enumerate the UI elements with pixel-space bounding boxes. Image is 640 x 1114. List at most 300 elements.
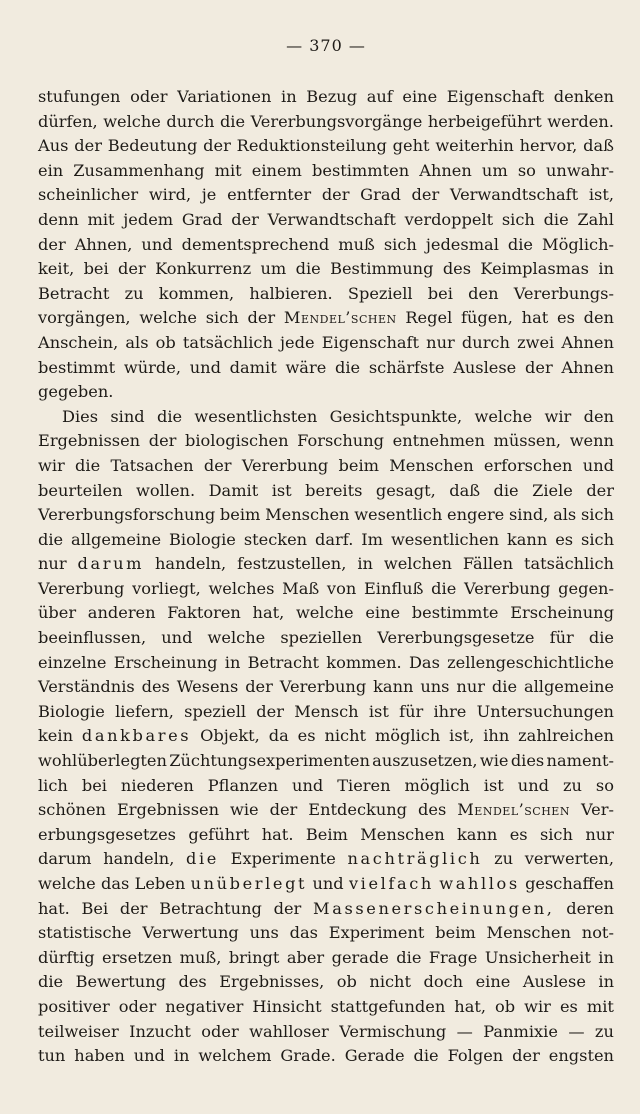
word: der bbox=[231, 209, 259, 229]
word: in bbox=[281, 87, 297, 106]
word: der bbox=[512, 1046, 540, 1066]
word: Gerade bbox=[344, 1046, 405, 1066]
text-line bbox=[38, 282, 614, 307]
word: beim bbox=[219, 505, 261, 525]
word: biologischen bbox=[185, 431, 289, 451]
word: um bbox=[260, 259, 287, 279]
text-line bbox=[38, 995, 614, 1020]
word: welche bbox=[139, 308, 198, 328]
word: die bbox=[493, 480, 519, 500]
word: Tieren bbox=[337, 775, 391, 795]
text-line bbox=[38, 356, 614, 381]
word: wie bbox=[479, 751, 509, 771]
word: dürfen, bbox=[38, 111, 98, 131]
word: welchen bbox=[383, 554, 452, 574]
word: ersetzen bbox=[101, 947, 173, 967]
word: Reduktionsteilung bbox=[236, 136, 387, 156]
word: Wesens bbox=[176, 677, 239, 697]
word: wohlüberlegten bbox=[38, 751, 167, 771]
word: wir bbox=[544, 406, 572, 426]
text-line bbox=[38, 405, 614, 430]
word: nachträglich bbox=[347, 849, 483, 869]
word: wie bbox=[230, 800, 259, 820]
word: die bbox=[38, 529, 64, 549]
word: handeln, bbox=[155, 554, 227, 574]
word: der bbox=[148, 431, 177, 451]
word: nur bbox=[38, 554, 67, 574]
word: Grad bbox=[181, 209, 223, 229]
word: der bbox=[256, 701, 284, 721]
word: unüberlegt bbox=[190, 874, 308, 893]
word: es bbox=[509, 824, 528, 844]
word: der bbox=[203, 136, 231, 156]
word: doch bbox=[423, 972, 464, 992]
text-line bbox=[38, 749, 614, 774]
word: in bbox=[598, 972, 614, 992]
word: Maß bbox=[282, 578, 320, 598]
word: und bbox=[189, 357, 221, 377]
text-line bbox=[38, 774, 614, 799]
word: not- bbox=[581, 923, 614, 943]
word: speziell bbox=[184, 701, 247, 721]
text-line bbox=[38, 183, 614, 208]
text-line bbox=[38, 970, 614, 995]
word: negativer bbox=[165, 996, 244, 1016]
word: Unsicherheit bbox=[484, 947, 591, 967]
word: hat, bbox=[252, 603, 285, 623]
word: der bbox=[38, 234, 66, 254]
text-line bbox=[38, 823, 614, 848]
text-line bbox=[38, 724, 614, 749]
word: sich bbox=[539, 824, 573, 844]
word: welche bbox=[295, 603, 354, 623]
word: Gesichtspunkte, bbox=[329, 406, 463, 426]
word: ist bbox=[271, 480, 292, 500]
word: engere bbox=[447, 505, 505, 525]
word: Beim bbox=[305, 824, 348, 844]
word: Verwandtschaft bbox=[267, 209, 396, 229]
word: durch bbox=[461, 332, 510, 352]
word: eine bbox=[365, 603, 401, 623]
word: Zusammenhang bbox=[73, 160, 205, 180]
word: engsten bbox=[548, 1046, 614, 1066]
word: Mendel’schen bbox=[283, 308, 397, 328]
word: die bbox=[431, 578, 457, 598]
word: Vererbungsgesetze bbox=[377, 628, 535, 648]
word: Forschung bbox=[297, 431, 385, 451]
word: mit bbox=[586, 996, 614, 1016]
word: das bbox=[100, 874, 130, 893]
word: die bbox=[335, 357, 361, 377]
word: die bbox=[413, 1046, 439, 1066]
word: einem bbox=[251, 160, 302, 180]
word: es bbox=[297, 726, 316, 746]
word: des bbox=[141, 677, 170, 697]
word: und bbox=[292, 775, 324, 795]
word: hat, bbox=[454, 996, 486, 1016]
word: möglich bbox=[374, 726, 441, 746]
word: dürftig bbox=[38, 947, 95, 967]
word: schönen bbox=[38, 800, 106, 820]
word: Ahnen bbox=[419, 160, 472, 180]
word: vorliegt, bbox=[132, 578, 201, 598]
word: hat bbox=[521, 308, 549, 328]
word: Verwertung bbox=[142, 923, 239, 943]
word: nicht bbox=[369, 972, 411, 992]
word: ob bbox=[155, 332, 176, 352]
text-line bbox=[38, 110, 614, 135]
word: so bbox=[595, 775, 614, 795]
word: zu bbox=[494, 849, 514, 869]
word: weiterhin bbox=[435, 136, 514, 156]
text-line bbox=[38, 528, 614, 553]
word: so bbox=[517, 160, 536, 180]
word: Im bbox=[361, 529, 384, 549]
word: welche bbox=[207, 628, 266, 648]
word: Vererbungsvorgänge bbox=[250, 111, 423, 131]
word: Vererbungs- bbox=[513, 283, 614, 303]
text-line bbox=[38, 380, 614, 405]
word: sind, bbox=[508, 505, 549, 525]
word: erbungsgesetzes bbox=[38, 824, 176, 844]
word: Leben bbox=[134, 874, 186, 893]
word: Entdeckung bbox=[308, 800, 408, 820]
word: gegeben. bbox=[38, 382, 114, 402]
word: dementsprechend bbox=[181, 234, 330, 254]
word: Bedeutung bbox=[107, 136, 198, 156]
word: die bbox=[38, 972, 64, 992]
word: zu bbox=[562, 775, 582, 795]
word: uns bbox=[249, 923, 279, 943]
word: Betracht bbox=[38, 283, 110, 303]
word: Experiment bbox=[328, 923, 425, 943]
word: gesagt, bbox=[375, 480, 436, 500]
word: ist bbox=[483, 775, 504, 795]
word: wahlloser bbox=[249, 1021, 329, 1041]
word: Betrachtung bbox=[159, 898, 262, 918]
word: der bbox=[525, 357, 553, 377]
word: — bbox=[456, 1021, 473, 1041]
word: die bbox=[186, 849, 219, 869]
word: in bbox=[357, 554, 373, 574]
word: stattgefunden bbox=[330, 996, 446, 1016]
word: entfernter bbox=[227, 185, 312, 205]
word: und bbox=[141, 234, 173, 254]
word: welche bbox=[474, 406, 533, 426]
text-line bbox=[38, 134, 614, 159]
word: Menschen bbox=[389, 455, 474, 475]
text-line bbox=[38, 651, 614, 676]
word: die bbox=[75, 455, 101, 475]
word: möglich bbox=[404, 775, 470, 795]
word: statistische bbox=[38, 923, 132, 943]
word: denn bbox=[38, 209, 79, 229]
word: welche bbox=[38, 874, 96, 893]
word: Vererbungsforschung bbox=[38, 505, 216, 525]
word: bestimmte bbox=[411, 603, 499, 623]
word: jedesmal bbox=[425, 234, 499, 254]
word: unwahr- bbox=[545, 160, 614, 180]
word: wollen. bbox=[136, 480, 196, 500]
word: nur bbox=[585, 824, 614, 844]
word: wenn bbox=[569, 431, 614, 451]
word: und bbox=[161, 628, 193, 648]
word: Speziell bbox=[347, 283, 413, 303]
word: hat. bbox=[261, 824, 294, 844]
text-line bbox=[38, 675, 614, 700]
word: beeinflussen, bbox=[38, 628, 147, 648]
word: in bbox=[598, 259, 614, 279]
word: verdoppelt bbox=[404, 209, 494, 229]
word: niederen bbox=[120, 775, 194, 795]
word: bei bbox=[81, 775, 107, 795]
text-line bbox=[38, 921, 614, 946]
word: bei bbox=[427, 283, 453, 303]
word: um bbox=[481, 160, 508, 180]
word: die bbox=[156, 406, 183, 426]
word: der bbox=[119, 898, 148, 918]
word: Ahnen bbox=[561, 332, 614, 352]
word: kein bbox=[38, 726, 73, 746]
word: Fällen bbox=[462, 554, 514, 574]
word: Frage bbox=[428, 947, 478, 967]
word: denken bbox=[553, 87, 614, 106]
word: handeln, bbox=[103, 849, 175, 869]
word: Ergebnissen bbox=[38, 431, 141, 451]
word: Züchtungsexperimenten bbox=[169, 751, 370, 771]
word: dankbares bbox=[81, 726, 192, 746]
word: stufungen bbox=[38, 87, 121, 106]
word: Panmixie bbox=[483, 1021, 558, 1041]
word: bereits bbox=[305, 480, 363, 500]
word: wesentlichen bbox=[390, 529, 500, 549]
text-line bbox=[38, 331, 614, 356]
word: erforschen bbox=[483, 455, 573, 475]
word: haben bbox=[74, 1046, 125, 1066]
word: nicht bbox=[324, 726, 367, 746]
word: Erscheinung bbox=[510, 603, 614, 623]
word: Objekt, bbox=[200, 726, 260, 746]
word: kann bbox=[506, 529, 548, 549]
word: Ver- bbox=[580, 800, 614, 820]
word: darum bbox=[38, 849, 92, 869]
word: damit bbox=[229, 357, 277, 377]
word: die bbox=[507, 234, 533, 254]
word: Vererbung bbox=[241, 455, 329, 475]
word: gegen- bbox=[558, 578, 614, 598]
word: Eigenschaft bbox=[321, 332, 420, 352]
word: des bbox=[442, 259, 472, 279]
word: Hinsicht bbox=[252, 996, 322, 1016]
word: Einfluß bbox=[363, 578, 424, 598]
word: müssen, bbox=[493, 431, 562, 451]
word: den bbox=[583, 308, 614, 328]
text-line bbox=[38, 700, 614, 725]
word: sich bbox=[205, 308, 239, 328]
word: daß bbox=[583, 136, 614, 156]
word: positiver bbox=[38, 996, 110, 1016]
word: für bbox=[399, 701, 424, 721]
word: zu bbox=[594, 1021, 614, 1041]
word: Konkurrenz bbox=[155, 259, 252, 279]
text-line bbox=[38, 601, 614, 626]
word: herbeigeführt bbox=[427, 111, 542, 131]
word: Biologie bbox=[169, 529, 236, 549]
text-line bbox=[38, 479, 614, 504]
word: sich bbox=[580, 505, 614, 525]
word: kann bbox=[373, 677, 414, 697]
word: bestimmt bbox=[38, 357, 116, 377]
word: einzelne bbox=[38, 652, 107, 672]
word: geht bbox=[392, 136, 430, 156]
text-line bbox=[38, 233, 614, 258]
word: beim bbox=[338, 455, 379, 475]
word: die bbox=[491, 677, 518, 697]
word: zwei bbox=[517, 332, 555, 352]
word: zahlreichen bbox=[518, 726, 614, 746]
word: welche bbox=[103, 111, 161, 131]
word: ist, bbox=[588, 185, 614, 205]
word: durch bbox=[166, 111, 215, 131]
word: des bbox=[178, 972, 207, 992]
text-line bbox=[38, 872, 614, 897]
word: Das bbox=[408, 652, 440, 672]
word: Variationen bbox=[177, 87, 272, 106]
text-line bbox=[38, 208, 614, 233]
word: der bbox=[321, 185, 350, 205]
word: entnehmen bbox=[392, 431, 485, 451]
text-line bbox=[38, 577, 614, 602]
word: Vererbung bbox=[279, 677, 367, 697]
word: der bbox=[247, 308, 276, 328]
word: Bei bbox=[81, 898, 109, 918]
text-line bbox=[38, 429, 614, 454]
word: Folgen bbox=[447, 1046, 504, 1066]
word: ist, bbox=[449, 726, 475, 746]
word: tun bbox=[38, 1046, 66, 1066]
text-line bbox=[38, 257, 614, 282]
text-line bbox=[38, 552, 614, 577]
word: nament- bbox=[546, 751, 614, 771]
word: Vermischung bbox=[339, 1021, 447, 1041]
word: Bezug bbox=[306, 87, 358, 106]
word: anderen bbox=[87, 603, 156, 623]
word: wesentlichsten bbox=[194, 406, 318, 426]
body-text bbox=[38, 85, 614, 1069]
word: es bbox=[556, 308, 575, 328]
word: oder bbox=[201, 1021, 239, 1041]
word: würde, bbox=[123, 357, 181, 377]
word: darum bbox=[77, 554, 145, 574]
page-number: — 370 — bbox=[286, 36, 366, 55]
word: als bbox=[553, 505, 577, 525]
word: sich bbox=[383, 234, 417, 254]
word: stecken bbox=[243, 529, 308, 549]
text-line bbox=[38, 626, 614, 651]
word: Auslese bbox=[522, 972, 586, 992]
word: ist bbox=[368, 701, 389, 721]
text-line bbox=[38, 847, 614, 872]
word: Grad bbox=[360, 185, 401, 205]
word: Experimente bbox=[230, 849, 336, 869]
word: muß, bbox=[179, 947, 222, 967]
word: kann bbox=[457, 824, 498, 844]
word: der bbox=[586, 480, 614, 500]
text-line bbox=[38, 306, 614, 331]
word: ob bbox=[336, 972, 357, 992]
word: da bbox=[268, 726, 289, 746]
word: kommen, bbox=[158, 283, 235, 303]
word: die bbox=[396, 947, 422, 967]
word: von bbox=[326, 578, 357, 598]
word: nur bbox=[456, 677, 485, 697]
word: lich bbox=[38, 775, 68, 795]
word: mit bbox=[214, 160, 242, 180]
word: die bbox=[219, 111, 246, 131]
word: die bbox=[543, 209, 569, 229]
word: Regel bbox=[405, 308, 453, 328]
word: Mensch bbox=[294, 701, 359, 721]
word: Anschein, bbox=[38, 332, 119, 352]
word: fügen, bbox=[460, 308, 513, 328]
word: Ergebnisses, bbox=[219, 972, 325, 992]
word: Menschen bbox=[265, 505, 350, 525]
word: scheinlicher bbox=[38, 185, 139, 205]
word: über bbox=[38, 603, 77, 623]
word: Zahl bbox=[577, 209, 614, 229]
word: geschaffen bbox=[525, 874, 614, 893]
word: der bbox=[118, 259, 146, 279]
word: welchem bbox=[198, 1046, 272, 1066]
word: sich bbox=[501, 209, 535, 229]
word: Bewertung bbox=[75, 972, 166, 992]
word: bringt bbox=[228, 947, 280, 967]
word: Menschen bbox=[360, 824, 445, 844]
word: jedem bbox=[123, 209, 174, 229]
word: Biologie bbox=[38, 701, 105, 721]
word: liefern, bbox=[115, 701, 174, 721]
word: bestimmten bbox=[312, 160, 410, 180]
word: allgemeine bbox=[71, 529, 162, 549]
word: wird, bbox=[148, 185, 192, 205]
word: kommen. bbox=[326, 652, 402, 672]
word: und bbox=[517, 775, 549, 795]
word: Ziele bbox=[532, 480, 573, 500]
word: ihn bbox=[483, 726, 510, 746]
word: werden. bbox=[547, 111, 614, 131]
word: Vererbung bbox=[38, 578, 125, 598]
word: Pflanzen bbox=[207, 775, 279, 795]
word: bei bbox=[83, 259, 109, 279]
word: in bbox=[173, 1046, 190, 1066]
word: Dies bbox=[62, 406, 99, 426]
word: vorgängen, bbox=[38, 308, 131, 328]
word: tatsächlich bbox=[182, 332, 273, 352]
word: für bbox=[549, 628, 574, 648]
word: Bestimmung bbox=[330, 259, 434, 279]
word: dies bbox=[510, 751, 545, 771]
word: Damit bbox=[208, 480, 259, 500]
word: oder bbox=[118, 996, 157, 1016]
word: der bbox=[203, 455, 232, 475]
word: muß bbox=[338, 234, 375, 254]
word: beim bbox=[435, 923, 476, 943]
word: Auslese bbox=[453, 357, 517, 377]
word: den bbox=[583, 406, 614, 426]
word: oder bbox=[130, 87, 168, 106]
word: das bbox=[289, 923, 318, 943]
text-line bbox=[38, 897, 614, 922]
